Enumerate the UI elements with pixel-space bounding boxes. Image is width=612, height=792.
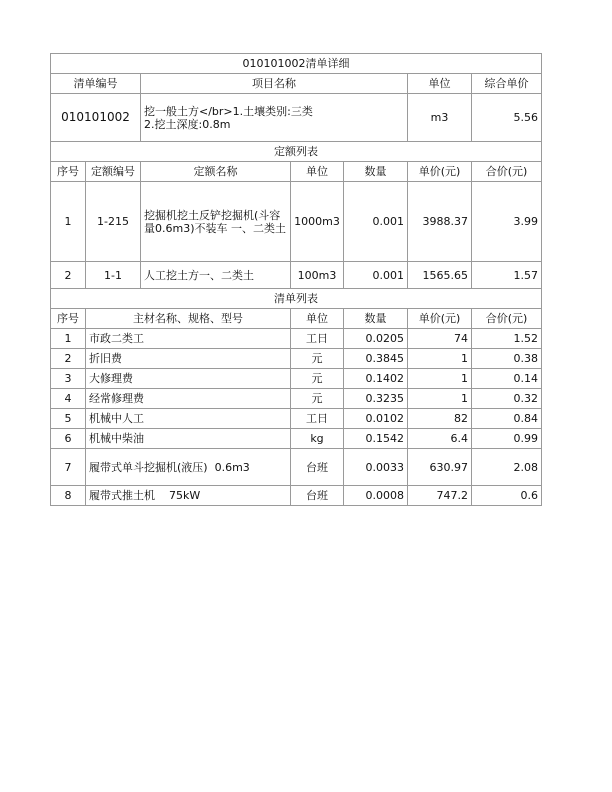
list-qty: 0.0008 (344, 486, 408, 506)
list-header-row (51, 309, 542, 329)
quota-header-unit: 单位 (291, 162, 344, 182)
quota-row (51, 262, 542, 289)
quota-code: 1-215 (86, 182, 141, 262)
list-total: 0.38 (472, 349, 542, 369)
list-material-name: 市政二类工 (86, 329, 291, 349)
list-unit: 元 (291, 349, 344, 369)
bill-price: 5.56 (472, 94, 542, 142)
quota-header-qty: 数量 (344, 162, 408, 182)
list-unit-price: 82 (408, 409, 472, 429)
quota-header-unit-price: 单价(元) (408, 162, 472, 182)
list-row (51, 349, 542, 369)
quota-header-name: 定额名称 (141, 162, 291, 182)
list-seq: 8 (51, 486, 86, 506)
quota-header-total: 合价(元) (472, 162, 542, 182)
list-unit: 台班 (291, 486, 344, 506)
list-material-name: 履带式单斗挖掘机(液压) 0.6m3 (86, 449, 291, 486)
header-bill-code: 清单编号 (51, 74, 141, 94)
list-header-qty: 数量 (344, 309, 408, 329)
list-unit: 元 (291, 369, 344, 389)
list-qty: 0.3845 (344, 349, 408, 369)
list-unit-price: 6.4 (408, 429, 472, 449)
list-unit: 台班 (291, 449, 344, 486)
quota-unit: 100m3 (291, 262, 344, 289)
list-seq: 6 (51, 429, 86, 449)
header-composite-price: 综合单价 (472, 74, 542, 94)
quota-header-seq: 序号 (51, 162, 86, 182)
list-seq: 3 (51, 369, 86, 389)
list-seq: 2 (51, 349, 86, 369)
list-seq: 7 (51, 449, 86, 486)
list-header-total: 合价(元) (472, 309, 542, 329)
list-unit: 工日 (291, 329, 344, 349)
bill-name-line2: 2.挖土深度:0.8m (144, 117, 231, 131)
list-total: 0.84 (472, 409, 542, 429)
list-row (51, 369, 542, 389)
list-material-name: 履带式推土机 75kW (86, 486, 291, 506)
list-qty: 0.3235 (344, 389, 408, 409)
list-header-seq: 序号 (51, 309, 86, 329)
bill-item-name (141, 94, 408, 142)
quota-unit-price: 1565.65 (408, 262, 472, 289)
list-material-name: 折旧费 (86, 349, 291, 369)
list-material-name: 机械中人工 (86, 409, 291, 429)
list-header-name: 主材名称、规格、型号 (86, 309, 291, 329)
quota-name: 人工挖土方一、二类土 (141, 262, 291, 289)
list-qty: 0.0102 (344, 409, 408, 429)
quota-header-row (51, 162, 542, 182)
quota-seq: 1 (51, 182, 86, 262)
quota-qty: 0.001 (344, 182, 408, 262)
quota-qty: 0.001 (344, 262, 408, 289)
quota-seq: 2 (51, 262, 86, 289)
list-title-row (51, 289, 542, 309)
list-row (51, 486, 542, 506)
list-unit: 工日 (291, 409, 344, 429)
quota-unit: 1000m3 (291, 182, 344, 262)
bill-detail-table (50, 53, 542, 506)
quota-section-title: 定额列表 (51, 142, 542, 162)
bill-row (51, 94, 542, 142)
quota-total: 3.99 (472, 182, 542, 262)
list-total: 0.14 (472, 369, 542, 389)
list-qty: 0.0205 (344, 329, 408, 349)
list-material-name: 大修理费 (86, 369, 291, 389)
list-row (51, 429, 542, 449)
header-unit: 单位 (408, 74, 472, 94)
list-total: 0.32 (472, 389, 542, 409)
list-unit-price: 74 (408, 329, 472, 349)
list-total: 0.6 (472, 486, 542, 506)
list-seq: 5 (51, 409, 86, 429)
quota-code: 1-1 (86, 262, 141, 289)
list-unit-price: 630.97 (408, 449, 472, 486)
list-total: 1.52 (472, 329, 542, 349)
list-unit-price: 747.2 (408, 486, 472, 506)
list-total: 0.99 (472, 429, 542, 449)
list-row (51, 329, 542, 349)
title-row (51, 54, 542, 74)
quota-name: 挖掘机挖土反铲挖掘机(斗容量0.6m3)不装车 一、二类土 (141, 182, 291, 262)
quota-header-code: 定额编号 (86, 162, 141, 182)
list-qty: 0.1402 (344, 369, 408, 389)
bill-name-line1: 挖一般土方</br>1.土壤类别:三类 (144, 104, 313, 118)
bill-code: 010101002 (51, 94, 141, 142)
list-qty: 0.0033 (344, 449, 408, 486)
list-total: 2.08 (472, 449, 542, 486)
quota-title-row (51, 142, 542, 162)
bill-header-row (51, 74, 542, 94)
list-row (51, 449, 542, 486)
list-unit-price: 1 (408, 369, 472, 389)
list-unit: kg (291, 429, 344, 449)
list-unit: 元 (291, 389, 344, 409)
list-unit-price: 1 (408, 389, 472, 409)
list-section-title: 清单列表 (51, 289, 542, 309)
list-row (51, 389, 542, 409)
sheet-title: 010101002清单详细 (51, 54, 542, 74)
list-material-name: 机械中柴油 (86, 429, 291, 449)
quota-total: 1.57 (472, 262, 542, 289)
list-material-name: 经常修理费 (86, 389, 291, 409)
list-unit-price: 1 (408, 349, 472, 369)
list-qty: 0.1542 (344, 429, 408, 449)
quota-row (51, 182, 542, 262)
bill-unit: m3 (408, 94, 472, 142)
list-row (51, 409, 542, 429)
list-seq: 1 (51, 329, 86, 349)
header-item-name: 项目名称 (141, 74, 408, 94)
list-header-unit: 单位 (291, 309, 344, 329)
list-seq: 4 (51, 389, 86, 409)
list-header-unit-price: 单价(元) (408, 309, 472, 329)
quota-unit-price: 3988.37 (408, 182, 472, 262)
